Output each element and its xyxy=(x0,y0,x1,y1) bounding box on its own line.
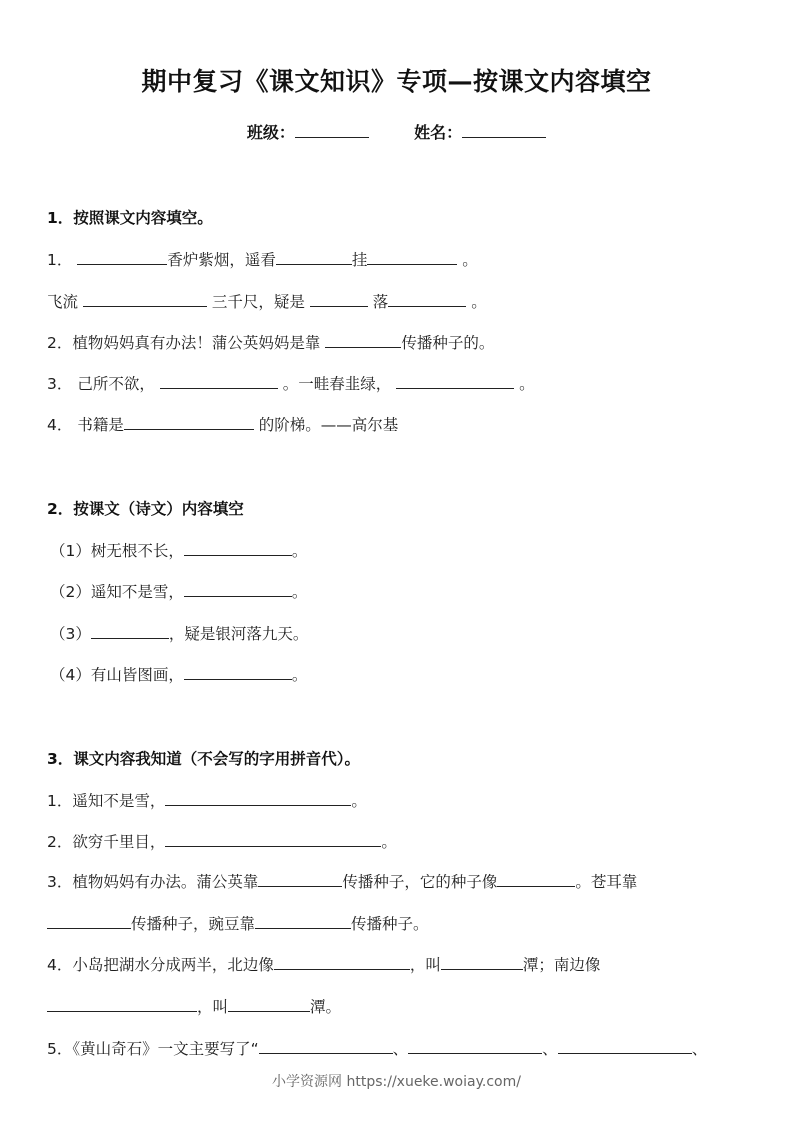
question-row: 飞流 三千尺，疑是 落 。 xyxy=(47,293,487,311)
class-blank[interactable] xyxy=(295,123,369,138)
question-row: 1．遥知不是雪， 。 xyxy=(47,792,367,810)
question-row: 4．小岛把湖水分成两半，北边像 ，叫 潭；南边像 xyxy=(47,956,601,974)
answer-blank[interactable] xyxy=(497,872,575,887)
answer-blank[interactable] xyxy=(367,250,457,265)
question-row: （3） ，疑是银河落九天。 xyxy=(50,625,309,643)
question-row: （2）遥知不是雪， 。 xyxy=(50,583,308,601)
answer-blank[interactable] xyxy=(124,415,254,430)
answer-blank[interactable] xyxy=(165,832,381,847)
question-row: 3． 己所不欲， 。一畦春韭绿， 。 xyxy=(47,375,535,393)
question-row: 4． 书籍是 的阶梯。——高尔基 xyxy=(47,416,399,434)
answer-blank[interactable] xyxy=(83,292,207,307)
answer-blank[interactable] xyxy=(228,997,310,1012)
answer-blank[interactable] xyxy=(276,250,352,265)
question-row: 1． 香炉紫烟，遥看 挂 。 xyxy=(47,251,478,269)
answer-blank[interactable] xyxy=(160,374,278,389)
answer-blank[interactable] xyxy=(441,955,523,970)
question-row: 3．植物妈妈有办法。蒲公英靠 传播种子，它的种子像 。苍耳靠 xyxy=(47,873,638,891)
answer-blank[interactable] xyxy=(47,914,131,929)
answer-blank[interactable] xyxy=(255,914,351,929)
class-label: 班级： xyxy=(246,123,295,142)
question-row: 2．欲穷千里目， 。 xyxy=(47,833,397,851)
question-row: （4）有山皆图画， 。 xyxy=(50,666,308,684)
answer-blank[interactable] xyxy=(408,1039,542,1054)
answer-blank[interactable] xyxy=(184,582,292,597)
name-blank[interactable] xyxy=(462,123,546,138)
student-info xyxy=(0,120,793,143)
section-2-heading: 2．按课文（诗文）内容填空 xyxy=(47,500,244,518)
footer-watermark: 小学资源网 https://xueke.woiay.com/ xyxy=(272,1074,521,1090)
question-row: 2．植物妈妈真有办法！蒲公英妈妈是靠 传播种子的。 xyxy=(47,334,495,352)
answer-blank[interactable] xyxy=(396,374,514,389)
answer-blank[interactable] xyxy=(258,872,342,887)
answer-blank[interactable] xyxy=(558,1039,692,1054)
answer-blank[interactable] xyxy=(310,292,368,307)
answer-blank[interactable] xyxy=(388,292,466,307)
page-title: 期中复习《课文知识》专项—按课文内容填空 xyxy=(141,67,652,96)
answer-blank[interactable] xyxy=(47,997,197,1012)
answer-blank[interactable] xyxy=(184,665,292,680)
answer-blank[interactable] xyxy=(184,541,292,556)
answer-blank[interactable] xyxy=(259,1039,393,1054)
question-row: （1）树无根不长， 。 xyxy=(50,542,308,560)
question-row: 传播种子，豌豆靠 传播种子。 xyxy=(47,912,429,934)
answer-blank[interactable] xyxy=(274,955,410,970)
name-label: 姓名： xyxy=(414,123,463,142)
answer-blank[interactable] xyxy=(91,624,169,639)
answer-blank[interactable] xyxy=(77,250,167,265)
question-row: ，叫 潭。 xyxy=(47,995,341,1017)
section-3-heading: 3．课文内容我知道（不会写的字用拼音代）。 xyxy=(47,750,361,768)
answer-blank[interactable] xyxy=(325,333,401,348)
section-1-heading: 1．按照课文内容填空。 xyxy=(47,209,213,227)
answer-blank[interactable] xyxy=(165,791,351,806)
question-row: 5．《黄山奇石》一文主要写了“ 、 、 、 xyxy=(47,1040,708,1058)
